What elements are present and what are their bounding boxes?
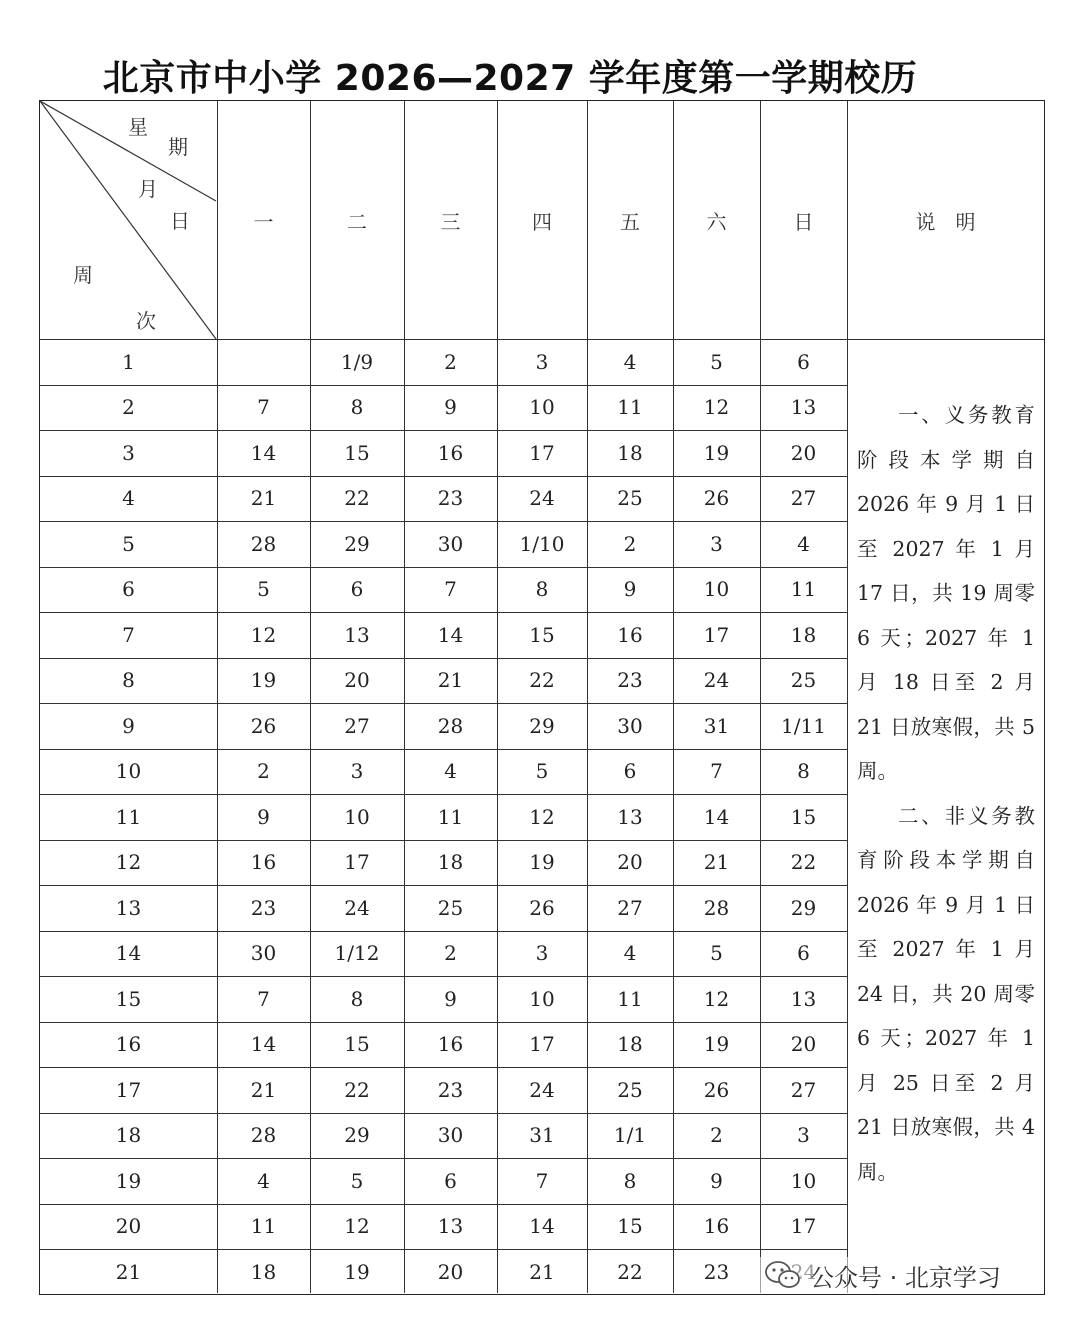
corner-label-ri: 日 bbox=[170, 209, 190, 233]
date-cell: 30 bbox=[617, 713, 643, 738]
date-cell: 19 bbox=[250, 668, 277, 693]
date-cell: 27 bbox=[790, 1077, 817, 1102]
date-cell: 26 bbox=[529, 895, 555, 920]
week-number-cell: 1 bbox=[122, 349, 135, 374]
date-cell: 30 bbox=[250, 941, 277, 966]
date-cell: 14 bbox=[703, 804, 730, 829]
date-cell: 10 bbox=[790, 1168, 817, 1193]
date-cell: 13 bbox=[437, 1214, 464, 1239]
date-cell: 27 bbox=[344, 713, 370, 738]
week-number-cell: 11 bbox=[115, 804, 142, 829]
date-cell: 29 bbox=[529, 713, 555, 738]
date-cell: 25 bbox=[617, 486, 643, 511]
date-cell: 14 bbox=[250, 1032, 277, 1057]
date-cell: 14 bbox=[437, 622, 464, 647]
date-cell: 21 bbox=[250, 1077, 277, 1102]
date-cell: 20 bbox=[790, 1032, 817, 1057]
date-cell: 29 bbox=[790, 895, 817, 920]
date-cell: 1/12 bbox=[334, 941, 380, 966]
date-cell: 23 bbox=[617, 668, 643, 693]
date-cell: 19 bbox=[344, 1259, 370, 1284]
date-cell: 19 bbox=[703, 1032, 730, 1057]
week-number-cell: 14 bbox=[115, 941, 142, 966]
date-cell: 8 bbox=[623, 1168, 637, 1193]
corner-label-yue: 月 bbox=[138, 177, 158, 201]
week-number-cell: 17 bbox=[115, 1077, 142, 1102]
date-cell: 5 bbox=[710, 941, 723, 966]
day-header-sat: 六 bbox=[706, 209, 727, 234]
week-number-cell: 10 bbox=[115, 759, 142, 784]
date-cell: 9 bbox=[710, 1168, 723, 1193]
date-cell: 21 bbox=[250, 486, 277, 511]
week-number-cell: 15 bbox=[115, 986, 142, 1011]
note-compulsory: 一、义务教育阶段本学期自 2026 年 9 月 1 日至 2027 年 1 月 17 日，共 19 周零 6 天；2027 年 1 月 18 日至 2 月 21 日放寒假，共 5 周。 bbox=[857, 403, 1035, 783]
corner-label-zhou: 周 bbox=[73, 263, 93, 287]
day-header-mon: 一 bbox=[253, 209, 274, 234]
date-cell: 7 bbox=[257, 986, 270, 1011]
day-header-thu: 四 bbox=[532, 209, 552, 234]
page-title: 北京市中小学 2026—2027 学年度第一学期校历 bbox=[102, 58, 918, 99]
date-cell: 4 bbox=[623, 349, 637, 374]
date-cell: 3 bbox=[797, 1123, 810, 1148]
date-cell: 17 bbox=[344, 850, 370, 875]
date-cell: 20 bbox=[790, 440, 817, 465]
date-cell: 27 bbox=[617, 895, 643, 920]
week-number-cell: 21 bbox=[115, 1259, 142, 1284]
date-cell: 2 bbox=[257, 759, 270, 784]
date-cell: 11 bbox=[617, 986, 643, 1011]
date-cell: 25 bbox=[437, 895, 464, 920]
week-number-cell: 4 bbox=[122, 486, 135, 511]
date-cell: 26 bbox=[703, 1077, 730, 1102]
date-cell: 24 bbox=[703, 668, 730, 693]
date-cell: 15 bbox=[790, 804, 817, 829]
date-cell: 8 bbox=[797, 759, 810, 784]
date-cell: 11 bbox=[250, 1214, 277, 1239]
date-cell: 23 bbox=[437, 1077, 464, 1102]
date-cell: 4 bbox=[797, 531, 810, 556]
date-cell: 1/9 bbox=[340, 349, 374, 374]
week-number-cell: 18 bbox=[115, 1123, 142, 1148]
date-cell: 7 bbox=[535, 1168, 549, 1193]
date-cell: 12 bbox=[344, 1214, 370, 1239]
date-cell: 18 bbox=[250, 1259, 277, 1284]
date-cell: 22 bbox=[617, 1259, 643, 1284]
date-cell: 5 bbox=[710, 349, 723, 374]
date-cell: 12 bbox=[703, 986, 730, 1011]
date-cell: 11 bbox=[790, 577, 817, 602]
date-cell: 13 bbox=[790, 986, 817, 1011]
watermark-text: 公众号 · 北京学习 bbox=[810, 1263, 1001, 1292]
date-cell: 7 bbox=[710, 759, 723, 784]
date-cell: 29 bbox=[344, 531, 370, 556]
date-cell: 21 bbox=[437, 668, 464, 693]
date-cell: 14 bbox=[529, 1214, 555, 1239]
date-cell: 6 bbox=[623, 759, 637, 784]
week-number-cell: 3 bbox=[122, 440, 135, 465]
date-cell: 7 bbox=[257, 395, 270, 420]
day-header-fri: 五 bbox=[620, 209, 640, 234]
date-cell: 28 bbox=[437, 713, 464, 738]
date-cell: 15 bbox=[617, 1214, 643, 1239]
date-cell: 6 bbox=[797, 349, 810, 374]
date-cell: 17 bbox=[529, 440, 555, 465]
date-cell: 22 bbox=[529, 668, 555, 693]
date-cell: 1/10 bbox=[519, 531, 565, 556]
corner-label-xing: 星 bbox=[128, 115, 148, 139]
date-cell: 31 bbox=[529, 1123, 555, 1148]
date-cell: 4 bbox=[257, 1168, 270, 1193]
date-cell: 22 bbox=[790, 850, 817, 875]
date-cell: 21 bbox=[703, 850, 730, 875]
date-cell: 10 bbox=[703, 577, 730, 602]
date-cell: 1/11 bbox=[781, 713, 826, 738]
date-cell: 23 bbox=[250, 895, 277, 920]
date-cell: 17 bbox=[703, 622, 730, 647]
date-cell: 11 bbox=[437, 804, 464, 829]
date-cell: 12 bbox=[250, 622, 277, 647]
date-cell: 23 bbox=[437, 486, 464, 511]
date-cell: 31 bbox=[703, 713, 730, 738]
date-cell: 2 bbox=[623, 531, 637, 556]
date-cell: 18 bbox=[617, 440, 643, 465]
date-cell: 4 bbox=[623, 941, 637, 966]
date-cell: 12 bbox=[529, 804, 555, 829]
date-cell: 8 bbox=[535, 577, 549, 602]
date-cell: 13 bbox=[790, 395, 817, 420]
date-cell: 4 bbox=[444, 759, 457, 784]
date-cell: 10 bbox=[529, 395, 555, 420]
date-cell: 27 bbox=[790, 486, 817, 511]
corner-label-ci: 次 bbox=[136, 309, 156, 333]
date-cell: 3 bbox=[710, 531, 723, 556]
date-cell: 16 bbox=[617, 622, 643, 647]
date-cell: 3 bbox=[350, 759, 364, 784]
date-cell: 15 bbox=[344, 1032, 370, 1057]
corner-label-qi: 期 bbox=[168, 135, 188, 159]
week-number-cell: 12 bbox=[115, 850, 142, 875]
date-cell: 20 bbox=[344, 668, 370, 693]
date-cell: 9 bbox=[257, 804, 270, 829]
date-cell: 15 bbox=[344, 440, 370, 465]
notes-panel bbox=[857, 393, 1035, 1194]
week-number-cell: 19 bbox=[115, 1168, 142, 1193]
week-number-cell: 20 bbox=[115, 1214, 142, 1239]
date-cell: 22 bbox=[344, 1077, 370, 1102]
date-cell: 14 bbox=[250, 440, 277, 465]
date-cell: 3 bbox=[535, 349, 549, 374]
date-cell: 5 bbox=[350, 1168, 364, 1193]
date-cell: 2 bbox=[444, 349, 457, 374]
date-cell: 5 bbox=[535, 759, 549, 784]
date-cell: 5 bbox=[257, 577, 270, 602]
week-number-cell: 13 bbox=[115, 895, 142, 920]
date-cell: 6 bbox=[444, 1168, 457, 1193]
date-cell: 10 bbox=[344, 804, 370, 829]
wechat-icon bbox=[764, 1260, 802, 1290]
date-cell: 1/1 bbox=[613, 1123, 647, 1148]
date-cell: 24 bbox=[344, 895, 370, 920]
date-cell: 8 bbox=[350, 986, 364, 1011]
date-cell: 7 bbox=[444, 577, 457, 602]
date-cell: 28 bbox=[250, 1123, 277, 1148]
week-number-cell: 16 bbox=[115, 1032, 142, 1057]
date-cell: 30 bbox=[437, 531, 464, 556]
date-cell: 23 bbox=[703, 1259, 730, 1284]
date-cell: 8 bbox=[350, 395, 364, 420]
date-cell: 17 bbox=[529, 1032, 555, 1057]
date-cell: 25 bbox=[790, 668, 817, 693]
date-cell: 30 bbox=[437, 1123, 464, 1148]
date-cell: 28 bbox=[250, 531, 277, 556]
date-cell: 21 bbox=[529, 1259, 555, 1284]
date-cell: 29 bbox=[344, 1123, 370, 1148]
day-header-wed: 三 bbox=[440, 209, 461, 234]
date-cell: 2 bbox=[710, 1123, 723, 1148]
date-cell: 10 bbox=[529, 986, 555, 1011]
date-cell: 9 bbox=[623, 577, 637, 602]
date-cell: 25 bbox=[617, 1077, 643, 1102]
date-cell: 18 bbox=[790, 622, 817, 647]
date-cell bbox=[217, 339, 310, 385]
date-cell: 28 bbox=[703, 895, 730, 920]
date-cell: 3 bbox=[535, 941, 549, 966]
watermark bbox=[760, 1257, 1005, 1293]
grid-vline bbox=[847, 101, 848, 1293]
date-cell: 24 bbox=[529, 486, 555, 511]
date-cell: 20 bbox=[617, 850, 643, 875]
date-cell: 26 bbox=[703, 486, 730, 511]
week-number-cell: 7 bbox=[122, 622, 135, 647]
date-cell: 16 bbox=[437, 440, 464, 465]
date-cell: 16 bbox=[703, 1214, 730, 1239]
date-cell: 20 bbox=[437, 1259, 464, 1284]
date-cell: 19 bbox=[703, 440, 730, 465]
date-cell: 18 bbox=[617, 1032, 643, 1057]
date-cell: 19 bbox=[529, 850, 555, 875]
date-cell: 17 bbox=[790, 1214, 817, 1239]
date-cell: 12 bbox=[703, 395, 730, 420]
date-cell: 16 bbox=[437, 1032, 464, 1057]
date-cell: 16 bbox=[250, 850, 277, 875]
day-header-tue: 二 bbox=[347, 209, 367, 234]
date-cell: 11 bbox=[617, 395, 643, 420]
date-cell: 15 bbox=[529, 622, 555, 647]
date-cell: 18 bbox=[437, 850, 464, 875]
date-cell: 22 bbox=[344, 486, 370, 511]
week-number-cell: 8 bbox=[122, 668, 135, 693]
date-cell: 24 bbox=[529, 1077, 555, 1102]
notes-header: 说 明 bbox=[915, 209, 976, 234]
date-cell: 9 bbox=[444, 986, 457, 1011]
date-cell: 26 bbox=[250, 713, 277, 738]
date-cell: 6 bbox=[797, 941, 810, 966]
date-cell: 13 bbox=[344, 622, 370, 647]
week-number-cell: 2 bbox=[122, 395, 135, 420]
date-cell: 9 bbox=[444, 395, 457, 420]
week-number-cell: 5 bbox=[122, 531, 135, 556]
day-header-sun: 日 bbox=[793, 209, 814, 234]
date-cell: 2 bbox=[444, 941, 457, 966]
date-cell: 6 bbox=[350, 577, 364, 602]
week-number-cell: 9 bbox=[122, 713, 135, 738]
week-number-cell: 6 bbox=[122, 577, 135, 602]
date-cell: 13 bbox=[617, 804, 643, 829]
note-non-compulsory: 二、非义务教育阶段本学期自 2026 年 9 月 1 日至 2027 年 1 月 24 日，共 20 周零 6 天；2027 年 1 月 25 日至 2 月 21 日放寒假，共 4 周。 bbox=[857, 803, 1035, 1184]
